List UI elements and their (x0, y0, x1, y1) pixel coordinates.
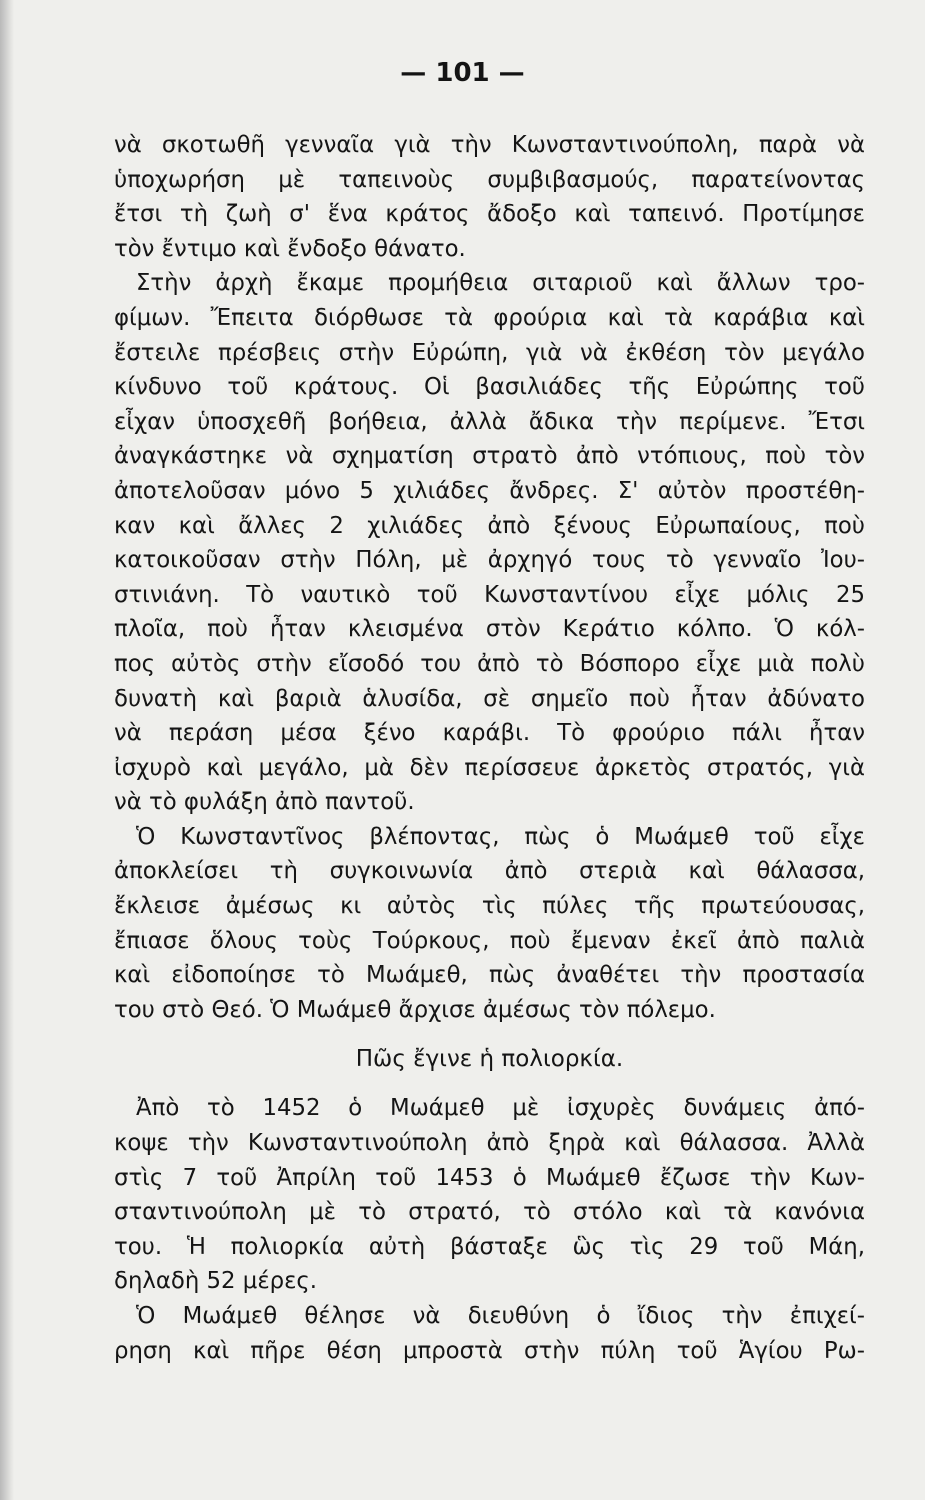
text-line: ρηση καὶ πῆρε θέση μπροστὰ στὴν πύλη τοῦ Ἁγίου Ρω- (114, 1337, 865, 1364)
text-line: του. Ἡ πολιορκία αὐτὴ βάσταξε ὣς τὶς 29 τοῦ Μάη, (114, 1233, 865, 1260)
text-line: πος αὐτὸς στὴν εἴσοδό του ἀπὸ τὸ Βόσπορο εἶχε μιὰ πολὺ (114, 650, 865, 677)
text-line: νὰ τὸ φυλάξη ἀπὸ παντοῦ. (114, 789, 415, 816)
page-number: — 101 — (400, 58, 525, 88)
text-line: ἀναγκάστηκε νὰ σχηματίση στρατὸ ἀπὸ ντόπιους, ποὺ τὸν (114, 443, 865, 470)
text-line: τὸν ἔντιμο καὶ ἔνδοξο θάνατο. (114, 235, 466, 262)
text-line: νὰ περάση μέσα ξένο καράβι. Τὸ φρούριο πάλι ἦταν (114, 720, 865, 747)
text-line: νὰ σκοτωθῆ γενναῖα γιὰ τὴν Κωνσταντινούπολη, παρὰ νὰ (114, 132, 865, 158)
text-line: ἀποκλείσει τὴ συγκοινωνία ἀπὸ στεριὰ καὶ θάλασσα, (114, 858, 865, 885)
text-line: δυνατὴ καὶ βαριὰ ἁλυσίδα, σὲ σημεῖο ποὺ ἦταν ἀδύνατο (114, 685, 865, 712)
text-line: του στὸ Θεό. Ὁ Μωάμεθ ἄρχισε ἀμέσως τὸν πόλεμο. (114, 996, 716, 1023)
text-line: ἀποτελοῦσαν μόνο 5 χιλιάδες ἄνδρες. Σ' αὐτὸν προστέθη- (114, 477, 865, 504)
text-line: σταντινούπολη μὲ τὸ στρατό, τὸ στόλο καὶ τὰ κανόνια (114, 1199, 865, 1226)
text-line: ἰσχυρὸ καὶ μεγάλο, μὰ δὲν περίσσευε ἀρκετὸς στρατός, γιὰ (114, 754, 865, 781)
text-line: ἔκλεισε ἀμέσως κι αὐτὸς τὶς πύλες τῆς πρωτεύουσας, (114, 893, 865, 920)
text-line: κατοικοῦσαν στὴν Πόλη, μὲ ἀρχηγό τους τὸ γενναῖο Ἰου- (114, 547, 865, 574)
text-line: ὑποχωρήση μὲ ταπεινοὺς συμβιβασμούς, παρατείνοντας (114, 166, 865, 193)
text-line: φίμων. Ἔπειτα διόρθωσε τὰ φρούρια καὶ τὰ καράβια καὶ (114, 304, 865, 331)
text-line: καν καὶ ἄλλες 2 χιλιάδες ἀπὸ ξένους Εὐρωπαίους, ποὺ (114, 512, 865, 539)
section-heading: Πῶς ἔγινε ἡ πολιορκία. (355, 1046, 624, 1073)
body-text (114, 128, 865, 1368)
text-line: στὶς 7 τοῦ Ἀπρίλη τοῦ 1453 ὁ Μωάμεθ ἔζωσε τὴν Κων- (114, 1164, 865, 1191)
text-line: στινιάνη. Τὸ ναυτικὸ τοῦ Κωνσταντίνου εἶχε μόλις 25 (114, 581, 865, 608)
text-line: πλοῖα, ποὺ ἦταν κλεισμένα στὸν Κεράτιο κόλπο. Ὁ κόλ- (114, 616, 865, 643)
text-line: κοψε τὴν Κωνσταντινούπολη ἀπὸ ξηρὰ καὶ θάλασσα. Ἀλλὰ (114, 1130, 865, 1157)
text-line: Ὁ Μωάμεθ θέλησε νὰ διευθύνη ὁ ἴδιος τὴν ἐπιχεί- (136, 1303, 865, 1329)
text-line: ἔτσι τὴ ζωὴ σ' ἕνα κράτος ἄδοξο καὶ ταπεινό. Προτίμησε (114, 201, 865, 228)
text-line: ἔπιασε ὅλους τοὺς Τούρκους, ποὺ ἔμεναν ἐκεῖ ἀπὸ παλιὰ (114, 927, 865, 954)
paragraph (114, 1299, 865, 1368)
text-line: καὶ εἰδοποίησε τὸ Μωάμεθ, πὼς ἀναθέτει τὴν προστασία (114, 962, 865, 989)
text-line: Στὴν ἀρχὴ ἔκαμε προμήθεια σιταριοῦ καὶ ἄλλων τρο- (136, 270, 865, 297)
text-line: δηλαδὴ 52 μέρες. (114, 1268, 318, 1295)
text-line: κίνδυνο τοῦ κράτους. Οἱ βασιλιάδες τῆς Εὐρώπης τοῦ (114, 374, 865, 401)
paragraph (114, 1091, 865, 1299)
paragraph (114, 820, 865, 1028)
text-line: Ἀπὸ τὸ 1452 ὁ Μωάμεθ μὲ ἰσχυρὲς δυνάμεις ἀπό- (136, 1095, 865, 1122)
text-line: εἶχαν ὑποσχεθῆ βοήθεια, ἀλλὰ ἄδικα τὴν περίμενε. Ἔτσι (114, 408, 865, 435)
text-line: ἔστειλε πρέσβεις στὴν Εὐρώπη, γιὰ νὰ ἐκθέση τὸν μεγάλο (114, 339, 865, 366)
paragraph (114, 128, 865, 266)
page-edge-shadow (0, 0, 14, 1500)
text-line: Ὁ Κωνσταντῖνος βλέποντας, πὼς ὁ Μωάμεθ τοῦ εἶχε (136, 823, 865, 850)
paragraph (114, 266, 865, 820)
